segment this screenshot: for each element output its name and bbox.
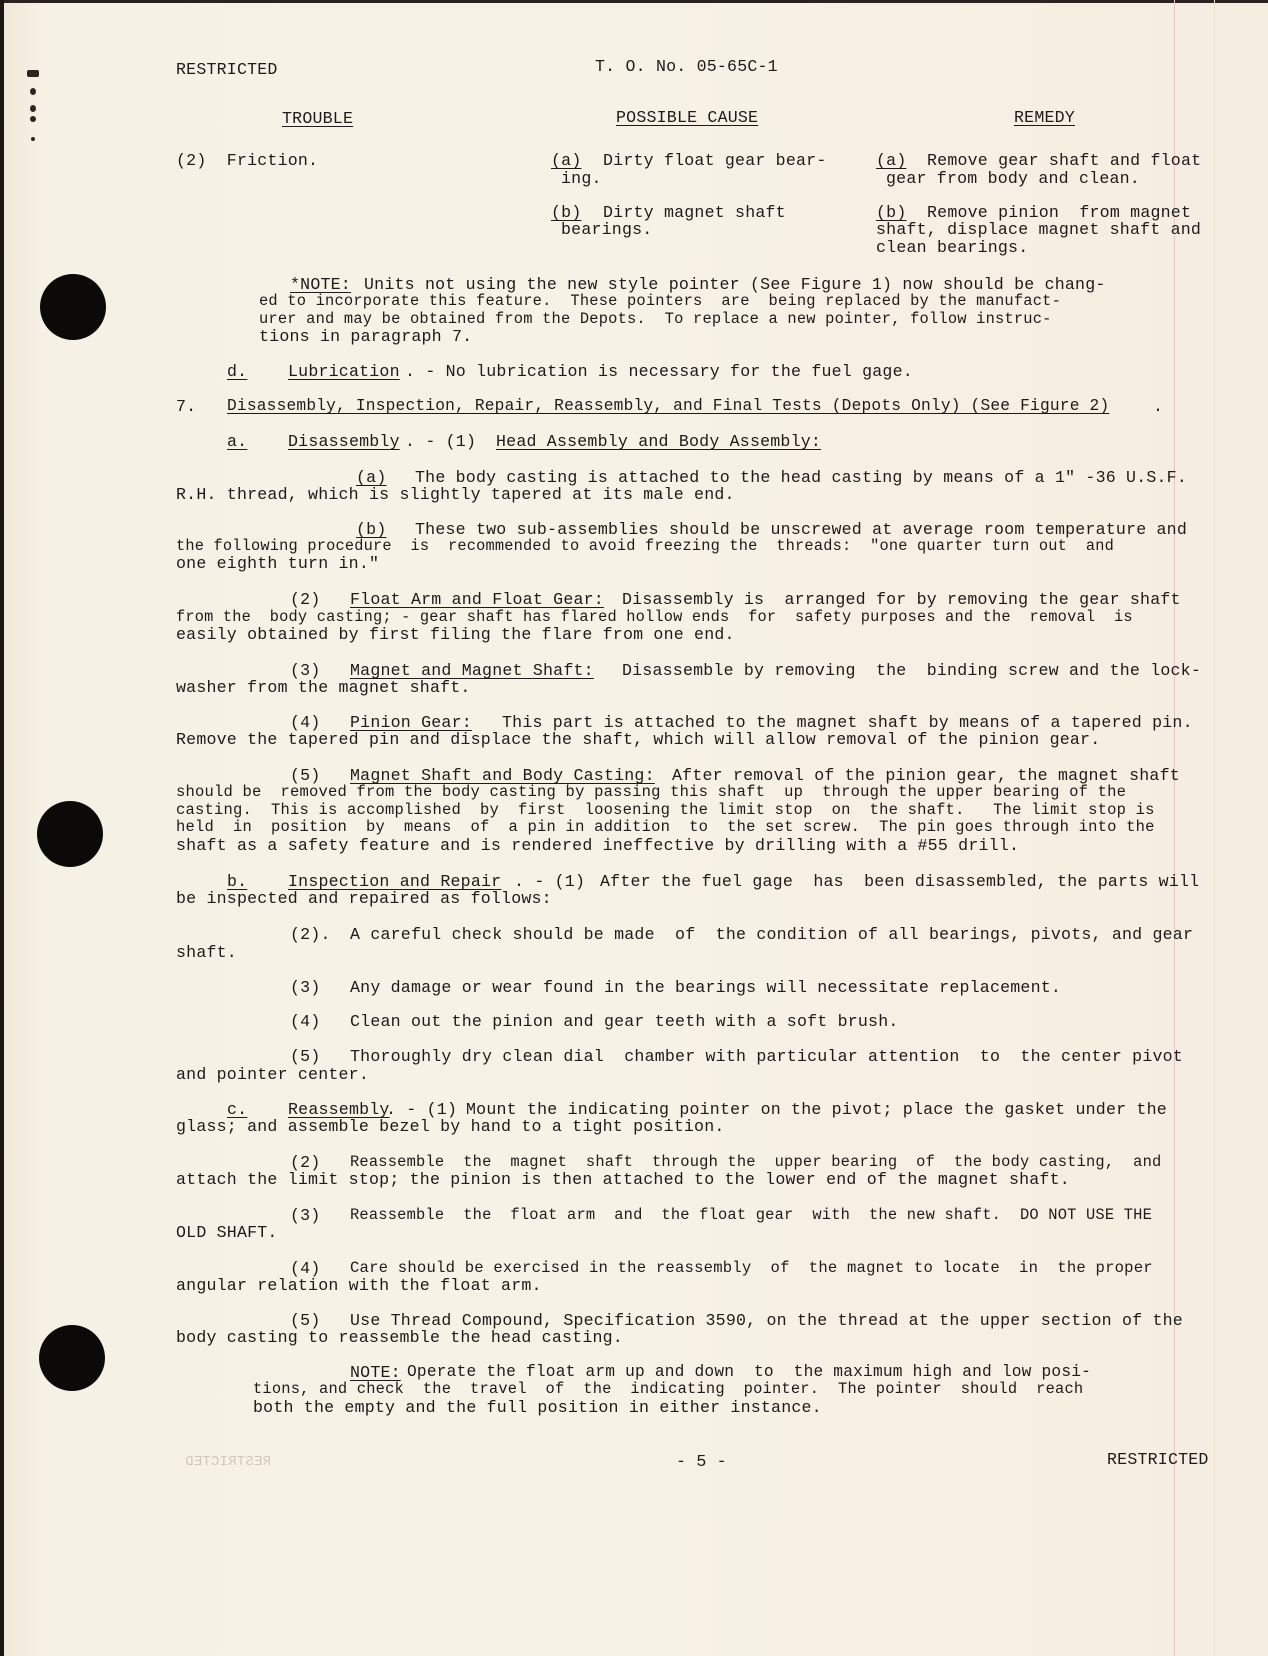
item-text: The body casting is attached to the head casting by means of a 1" -36 U.S.F.	[415, 468, 1187, 487]
note-text: both the empty and the full position in either instance.	[253, 1398, 822, 1417]
item-marker: (a)	[356, 468, 387, 487]
note-label: *NOTE:	[290, 275, 351, 294]
cause-marker: (b)	[551, 203, 582, 222]
item-marker: (5)	[290, 1311, 321, 1330]
cause-text: Dirty magnet shaft	[603, 203, 786, 222]
item-marker: (4)	[290, 1259, 321, 1278]
staple-mark-icon	[31, 137, 35, 141]
item-text: Remove the tapered pin and displace the shaft, which will allow removal of the pinion gear.	[176, 730, 1101, 749]
staple-mark-icon	[30, 105, 36, 112]
binder-hole-icon	[40, 274, 106, 340]
item-text: A careful check should be made of the condition of all bearings, pivots, and gear	[350, 925, 1194, 944]
item-text: These two sub-assemblies should be unscrewed at average room temperature and	[415, 520, 1187, 539]
remedy-text: shaft, displace magnet shaft and	[876, 220, 1202, 239]
item-text: washer from the magnet shaft.	[176, 678, 471, 697]
item-text: one eighth turn in."	[176, 554, 380, 573]
margin-line	[1174, 0, 1175, 1656]
item-text: Disassemble by removing the binding screw and the lock-	[622, 661, 1201, 680]
cause-marker: (a)	[551, 151, 582, 170]
binder-hole-icon	[37, 801, 103, 867]
note-text: tions, and check the travel of the indicating pointer. The pointer should reach	[253, 1380, 1084, 1398]
classification-header: RESTRICTED	[176, 60, 278, 79]
section-title-end: .	[1153, 397, 1164, 416]
item-text: shaft.	[176, 943, 237, 962]
item-title: Pinion Gear:	[350, 713, 472, 732]
cause-text: ing.	[561, 169, 602, 188]
item-title: Magnet and Magnet Shaft:	[350, 661, 594, 680]
item-marker: (3)	[290, 661, 321, 680]
item-text: Reassemble the magnet shaft through the upper bearing of the body casting, and	[350, 1153, 1162, 1171]
item-text: After removal of the pinion gear, the magnet shaft	[672, 766, 1180, 785]
staple-mark-icon	[27, 70, 39, 77]
item-text: body casting to reassemble the head casting.	[176, 1328, 623, 1347]
item-text: shaft as a safety feature and is rendered ineffective by drilling with a #55 drill.	[176, 836, 1020, 855]
paragraph-text: be inspected and repaired as follows:	[176, 889, 552, 908]
item-text: from the body casting; - gear shaft has flared hollow ends for safety purposes and the removal is	[176, 608, 1133, 626]
paragraph-sep: . - (1)	[514, 872, 586, 891]
paragraph-marker: c.	[227, 1100, 248, 1119]
item-text: held in position by means of a pin in addition to the set screw. The pin goes through into the	[176, 818, 1155, 836]
item-title: Magnet Shaft and Body Casting:	[350, 766, 655, 785]
note-text: Operate the float arm up and down to the maximum high and low posi-	[407, 1363, 1092, 1381]
item-marker: (3)	[290, 1206, 321, 1225]
paragraph-text: Mount the indicating pointer on the pivot; place the gasket under the	[466, 1100, 1167, 1119]
item-text: Reassemble the float arm and the float gear with the new shaft. DO NOT USE THE	[350, 1206, 1153, 1224]
item-text: should be removed from the body casting by passing this shaft up through the upper bearing of the	[176, 783, 1127, 801]
remedy-text: gear from body and clean.	[886, 169, 1140, 188]
item-text: attach the limit stop; the pinion is then attached to the lower end of the magnet shaft.	[176, 1170, 1070, 1189]
paragraph-sep: . - (1)	[386, 1100, 458, 1119]
remedy-marker: (b)	[876, 203, 907, 222]
item-text: Thoroughly dry clean dial chamber with particular attention to the center pivot	[350, 1047, 1183, 1066]
item-text: Disassembly is arranged for by removing the gear shaft	[622, 590, 1181, 609]
remedy-text: clean bearings.	[876, 238, 1029, 257]
note-text: tions in paragraph 7.	[259, 327, 473, 346]
bleed-through-text: RESTRICTED	[185, 1454, 272, 1470]
paragraph-text: . - No lubrication is necessary for the fuel gage.	[405, 362, 913, 381]
item-marker: (5)	[290, 1047, 321, 1066]
item-text: and pointer center.	[176, 1065, 369, 1084]
paragraph-text: After the fuel gage has been disassembled, the parts will	[600, 872, 1200, 891]
remedy-text: Remove pinion from magnet	[927, 203, 1192, 222]
paragraph-title: Inspection and Repair	[288, 872, 502, 891]
note-label: NOTE:	[350, 1363, 401, 1382]
binder-hole-icon	[39, 1325, 105, 1391]
item-text: OLD SHAFT.	[176, 1223, 278, 1242]
classification-footer: RESTRICTED	[1107, 1450, 1209, 1469]
subsection-title: Head Assembly and Body Assembly:	[496, 432, 822, 451]
item-text: Clean out the pinion and gear teeth with a soft brush.	[350, 1012, 899, 1031]
page-top-edge	[0, 0, 1268, 3]
paragraph-sep: . - (1)	[405, 432, 477, 451]
paragraph-title: Lubrication	[288, 362, 400, 381]
item-title: Float Arm and Float Gear:	[350, 590, 604, 609]
column-header-remedy: REMEDY	[1014, 108, 1075, 127]
page-left-edge	[0, 0, 4, 1656]
item-text: Care should be exercised in the reassembly of the magnet to locate in the proper	[350, 1259, 1153, 1277]
item-marker: (3)	[290, 978, 321, 997]
cause-text: Dirty float gear bear-	[603, 151, 827, 170]
paragraph-marker: d.	[227, 362, 248, 381]
column-header-possible-cause: POSSIBLE CAUSE	[616, 108, 759, 127]
paragraph-text: glass; and assemble bezel by hand to a tight position.	[176, 1117, 725, 1136]
note-text: Units not using the new style pointer (See Figure 1) now should be chang-	[364, 275, 1106, 294]
item-text: This part is attached to the magnet shaft by means of a tapered pin.	[502, 713, 1193, 732]
note-text: ed to incorporate this feature. These pointers are being replaced by the manufact-	[259, 292, 1062, 310]
page-number: - 5 -	[676, 1452, 727, 1471]
item-marker: (2)	[290, 1153, 321, 1172]
paragraph-marker: b.	[227, 872, 248, 891]
item-marker: (2).	[290, 925, 331, 944]
cause-text: bearings.	[561, 220, 653, 239]
staple-mark-icon	[30, 116, 36, 122]
paragraph-title: Disassembly	[288, 432, 400, 451]
column-header-trouble: TROUBLE	[282, 109, 354, 128]
paragraph-marker: a.	[227, 432, 248, 451]
item-marker: (b)	[356, 520, 387, 539]
item-marker: (2)	[290, 590, 321, 609]
item-text: Use Thread Compound, Specification 3590, on the thread at the upper section of the	[350, 1311, 1183, 1330]
trouble-cell: (2) Friction.	[176, 151, 319, 170]
item-text: R.H. thread, which is slightly tapered at its male end.	[176, 485, 735, 504]
item-marker: (4)	[290, 1012, 321, 1031]
remedy-text: Remove gear shaft and float	[927, 151, 1202, 170]
note-text: urer and may be obtained from the Depots. To replace a new pointer, follow instruc-	[259, 310, 1052, 328]
item-text: casting. This is accomplished by first loosening the limit stop on the shaft. The limit stop is	[176, 801, 1155, 819]
staple-mark-icon	[30, 88, 36, 95]
document-number: T. O. No. 05-65C-1	[595, 57, 778, 76]
item-text: easily obtained by first filing the flare from one end.	[176, 625, 735, 644]
paragraph-title: Reassembly	[288, 1100, 390, 1119]
remedy-marker: (a)	[876, 151, 907, 170]
item-marker: (4)	[290, 713, 321, 732]
margin-line	[1214, 0, 1215, 1656]
item-text: angular relation with the float arm.	[176, 1276, 542, 1295]
item-text: Any damage or wear found in the bearings will necessitate replacement.	[350, 978, 1062, 997]
item-marker: (5)	[290, 766, 321, 785]
section-number: 7.	[176, 397, 197, 416]
item-text: the following procedure is recommended to avoid freezing the threads: "one quarter turn out and	[176, 537, 1114, 555]
section-title: Disassembly, Inspection, Repair, Reassembly, and Final Tests (Depots Only) (See Figure 2)	[227, 397, 1110, 415]
